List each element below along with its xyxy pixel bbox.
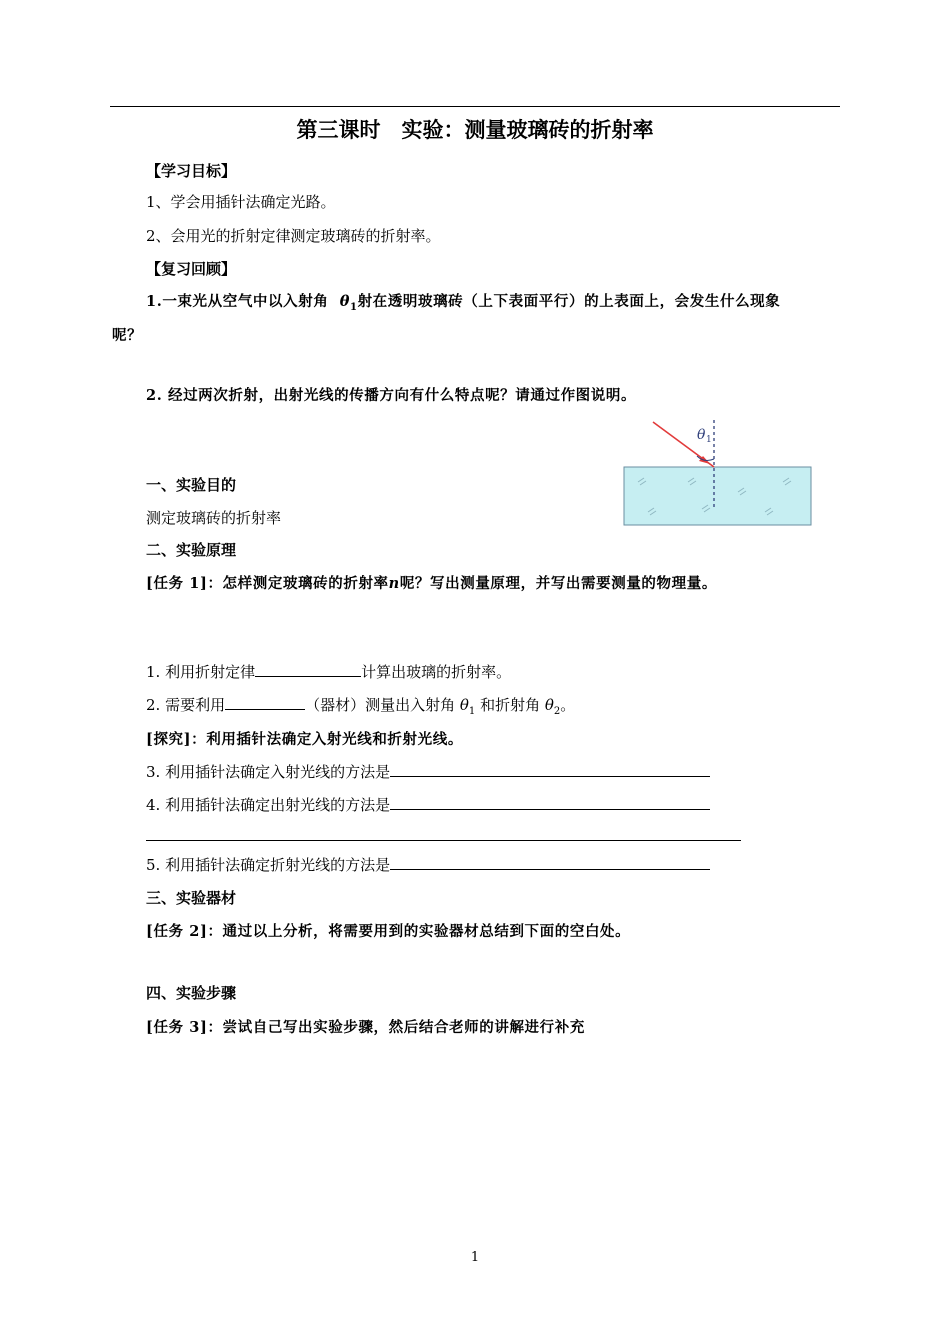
goal-1: 1、学会用插针法确定光路。 <box>146 193 336 211</box>
item-5: 5. 利用插针法确定折射光线的方法是 <box>146 854 710 875</box>
blank-2[interactable] <box>225 694 305 710</box>
page-title: 第三课时 实验：测量玻璃砖的折射率 <box>296 118 654 142</box>
glass-block <box>624 467 811 525</box>
blank-1[interactable] <box>255 661 361 677</box>
blank-5[interactable] <box>390 854 710 870</box>
item-3: 3. 利用插针法确定入射光线的方法是 <box>146 761 710 782</box>
item-1: 1. 利用折射定律 计算出玻璃的折射率。 <box>146 663 512 681</box>
section-1-text: 测定玻璃砖的折射率 <box>146 509 282 527</box>
question-1: 1.一束光从空气中以入射角 $\theta_1$射在透明玻璃砖（上下表面平行）的上表面上，会发生什么现象 <box>146 293 781 313</box>
explore: [探究]：利用插针法确定入射光线和折射光线。 <box>146 731 463 748</box>
page-number: 1 <box>470 1250 480 1265</box>
blank-4[interactable] <box>390 794 710 810</box>
section-4-heading: 四、实验步骤 <box>146 984 237 1002</box>
question-2: 2. 经过两次折射，出射光线的传播方向有什么特点呢？请通过作图说明。 <box>146 387 637 404</box>
goals-heading: 【学习目标】 <box>146 162 237 180</box>
task-1: [任务 1]：怎样测定玻璃砖的折射率n呢？写出测量原理，并写出需要测量的物理量。 <box>146 575 717 592</box>
angle-sub: 1 <box>706 435 712 445</box>
task-3: [任务 3]：尝试自己写出实验步骤，然后结合老师的讲解进行补充 <box>146 1019 585 1036</box>
task-2: [任务 2]：通过以上分析，将需要用到的实验器材总结到下面的空白处。 <box>146 923 631 940</box>
question-1-cont: 呢？ <box>112 327 143 344</box>
item-2: 2. 需要利用 （器材）测量出入射角 $\theta_1$ 和折射角 $\theta_2$。 <box>146 696 576 717</box>
blank-4-line-2[interactable] <box>146 840 741 841</box>
item-4: 4. 利用插针法确定出射光线的方法是 <box>146 794 710 815</box>
review-heading: 【复习回顾】 <box>146 260 237 278</box>
header-rule <box>110 106 840 107</box>
section-2-heading: 二、实验原理 <box>146 541 237 559</box>
refraction-diagram <box>600 412 830 537</box>
goal-2: 2、会用光的折射定律测定玻璃砖的折射率。 <box>146 227 441 245</box>
blank-3[interactable] <box>390 761 710 777</box>
section-3-heading: 三、实验器材 <box>146 889 237 907</box>
angle-label: θ <box>697 427 706 443</box>
section-1-heading: 一、实验目的 <box>146 476 237 494</box>
